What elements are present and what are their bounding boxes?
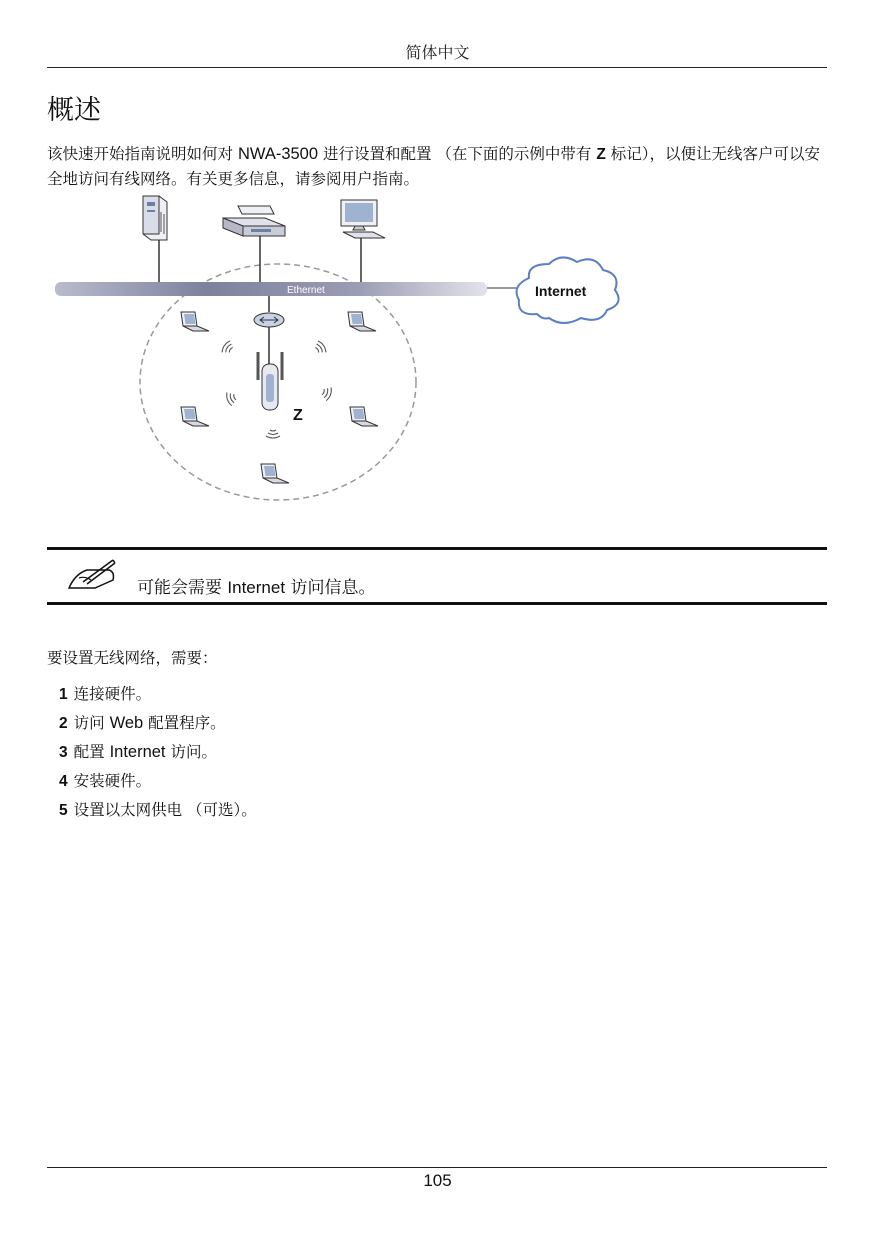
note-text-1: 可能会需要 — [137, 578, 228, 598]
laptop-icon — [181, 312, 209, 331]
access-point-label: Z — [293, 407, 303, 424]
server-icon — [143, 196, 167, 240]
section-title: 概述 — [47, 95, 101, 126]
wireless-signal-icon — [321, 385, 333, 401]
header-title: 简体中文 — [405, 43, 470, 62]
step-number: 4 — [59, 773, 68, 790]
ethernet-label: Ethernet — [287, 285, 325, 296]
step-number: 5 — [59, 802, 68, 819]
note-box — [47, 547, 827, 605]
step-number: 1 — [59, 686, 68, 703]
list-item — [59, 740, 257, 769]
intro-text-3: 标记），以便让无线客户可以安全地访问有线网络。有关更多信息，请参阅用户指南。 — [47, 145, 820, 188]
note-text-latin: Internet — [227, 578, 286, 597]
desktop-computer-icon — [341, 200, 385, 238]
step-number: 2 — [59, 715, 68, 732]
intro-text-2: 进行设置和配置 （在下面的示例中带有 — [318, 145, 597, 163]
step-number: 3 — [59, 744, 68, 761]
note-text-2: 访问信息。 — [285, 578, 376, 598]
wireless-signal-icon — [266, 430, 280, 438]
printer-icon — [223, 206, 285, 236]
intro-product-name: NWA-3500 — [237, 145, 319, 163]
step-text-end: 访问。 — [165, 743, 217, 761]
page-number: 105 — [423, 1171, 452, 1190]
list-item — [59, 798, 257, 827]
steps-list — [59, 682, 257, 827]
step-text: 连接硬件。 — [73, 685, 152, 703]
step-text: 访问 — [73, 714, 110, 732]
wireless-signal-icon — [225, 390, 237, 406]
step-text-latin: Internet — [109, 743, 166, 761]
wireless-signal-icon — [220, 340, 235, 356]
router-icon — [254, 313, 284, 327]
wireless-signal-icon — [313, 340, 328, 356]
footer-rule — [47, 1167, 827, 1168]
network-diagram — [55, 192, 620, 505]
note-text — [137, 573, 375, 598]
step-text-end: 配置程序。 — [143, 714, 226, 732]
laptop-icon — [350, 407, 378, 426]
laptop-icon — [181, 407, 209, 426]
intro-z-mark: Z — [596, 146, 606, 163]
step-text: 设置以太网供电 （可选）。 — [73, 801, 257, 819]
access-point-icon — [258, 352, 282, 410]
list-item — [59, 769, 257, 798]
step-text-latin: Web — [109, 714, 144, 732]
laptop-icon — [261, 464, 289, 483]
step-text: 安装硬件。 — [73, 772, 152, 790]
list-item — [59, 711, 257, 740]
step-text: 配置 — [73, 743, 110, 761]
header-rule — [47, 67, 827, 68]
laptop-icon — [348, 312, 376, 331]
steps-intro: 要设置无线网络，需要： — [47, 649, 218, 667]
pen-note-icon — [65, 556, 119, 592]
intro-paragraph — [47, 142, 829, 191]
intro-text-1: 该快速开始指南说明如何对 — [47, 145, 238, 163]
internet-label: Internet — [535, 283, 587, 299]
list-item — [59, 682, 257, 711]
ethernet-bar — [55, 282, 487, 296]
